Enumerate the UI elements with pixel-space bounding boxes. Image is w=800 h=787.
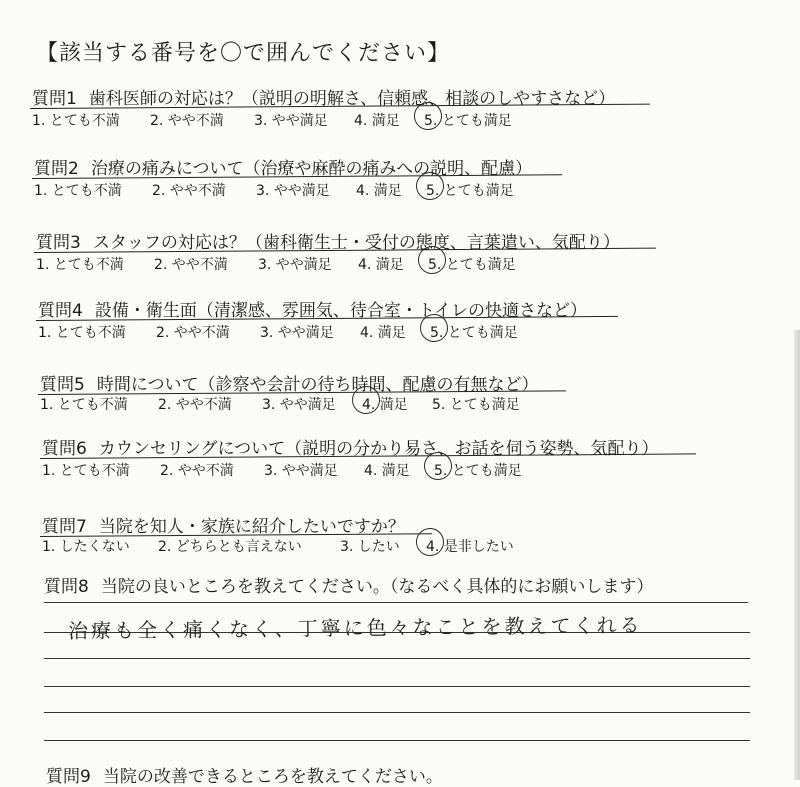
question-9-text: 当院の改善できるところを教えてください。 — [102, 767, 443, 787]
question-1-option-1[interactable]: 1. とても不満 — [32, 113, 120, 129]
question-7-option-4[interactable]: 4. 是非したい — [426, 539, 514, 555]
question-8-title — [44, 572, 653, 597]
answer-line-4 — [44, 686, 750, 687]
answer-line-6 — [44, 740, 750, 741]
question-4-number: 質問4 — [38, 301, 83, 321]
question-7-option-3[interactable]: 3. したい — [340, 539, 400, 555]
question-8-text: 当院の良いところを教えてください。（なるべく具体的にお願いします） — [100, 577, 654, 597]
question-2-option-2[interactable]: 2. やや不満 — [152, 183, 226, 199]
question-1-option-2[interactable]: 2. やや不満 — [150, 113, 224, 129]
question-3-number: 質問3 — [36, 233, 81, 253]
question-2-option-4[interactable]: 4. 満足 — [356, 183, 402, 199]
question-9-title — [46, 762, 443, 787]
question-8-number: 質問8 — [44, 577, 89, 597]
question-7-number: 質問7 — [42, 517, 87, 537]
question-9-number: 質問9 — [46, 767, 91, 787]
question-1-option-5[interactable]: 5. とても満足 — [424, 113, 512, 129]
question-6-option-5[interactable]: 5. とても満足 — [434, 463, 522, 479]
question-4-option-2[interactable]: 2. やや不満 — [156, 325, 230, 341]
question-5-option-1[interactable]: 1. とても不満 — [40, 397, 128, 413]
question-2-text: 治療の痛みについて（治療や麻酔の痛みへの説明、配慮） — [90, 159, 533, 179]
question-3-option-4[interactable]: 4. 満足 — [358, 257, 404, 273]
question-4-option-5[interactable]: 5. とても満足 — [430, 325, 518, 341]
question-3-option-3[interactable]: 3. やや満足 — [258, 257, 332, 273]
question-6-option-2[interactable]: 2. やや不満 — [160, 463, 234, 479]
answer-line-1 — [44, 602, 748, 603]
question-3-text: スタッフの対応は？（歯科衛生士・受付の態度、言葉遣い、気配り） — [92, 233, 620, 253]
question-7-option-2[interactable]: 2. どちらとも言えない — [158, 539, 302, 555]
answer-line-3 — [44, 658, 750, 659]
question-6-number: 質問6 — [42, 439, 87, 459]
question-7-option-1[interactable]: 1. したくない — [42, 539, 130, 555]
instruction-header: 【該当する番号を〇で囲んでください】 — [36, 41, 451, 66]
question-4-option-4[interactable]: 4. 満足 — [360, 325, 406, 341]
question-5-option-4[interactable]: 4. 満足 — [362, 397, 408, 413]
question-3-option-2[interactable]: 2. やや不満 — [154, 257, 228, 273]
question-4-text: 設備・衛生面（清潔感、雰囲気、待合室・トイレの快適さなど） — [94, 301, 587, 321]
question-1-text: 歯科医師の対応は？（説明の明解さ、信頼感、相談のしやすさなど） — [88, 89, 616, 109]
question-5-text: 時間について（診察や会計の待ち時間、配慮の有無など） — [96, 375, 539, 395]
question-5-option-2[interactable]: 2. やや不満 — [158, 397, 232, 413]
question-1-option-4[interactable]: 4. 満足 — [354, 113, 400, 129]
scan-edge-shadow — [794, 330, 800, 780]
question-6-option-1[interactable]: 1. とても不満 — [42, 463, 130, 479]
question-2-number: 質問2 — [34, 159, 79, 179]
handwritten-answer: 治療も全く痛くなく、丁寧に色々なことを教えてくれる — [67, 612, 643, 644]
question-4-option-1[interactable]: 1. とても不満 — [38, 325, 126, 341]
question-2-option-1[interactable]: 1. とても不満 — [34, 183, 122, 199]
answer-line-5 — [44, 712, 750, 713]
question-6-option-3[interactable]: 3. やや満足 — [264, 463, 338, 479]
question-5-option-5[interactable]: 5. とても満足 — [432, 397, 520, 413]
question-4-option-3[interactable]: 3. やや満足 — [260, 325, 334, 341]
question-3-option-5[interactable]: 5. とても満足 — [428, 257, 516, 273]
question-5-option-3[interactable]: 3. やや満足 — [262, 397, 336, 413]
question-1-option-3[interactable]: 3. やや満足 — [254, 113, 328, 129]
question-6-option-4[interactable]: 4. 満足 — [364, 463, 410, 479]
question-3-option-1[interactable]: 1. とても不満 — [36, 257, 124, 273]
question-7-text: 当院を知人・家族に紹介したいですか？ — [98, 517, 405, 537]
question-1-number: 質問1 — [32, 89, 77, 109]
question-2-option-5[interactable]: 5. とても満足 — [426, 183, 514, 199]
question-2-option-3[interactable]: 3. やや満足 — [256, 183, 330, 199]
question-6-text: カウンセリングについて（説明の分かり易さ、お話を伺う姿勢、気配り） — [98, 439, 659, 459]
question-5-number: 質問5 — [40, 375, 85, 395]
